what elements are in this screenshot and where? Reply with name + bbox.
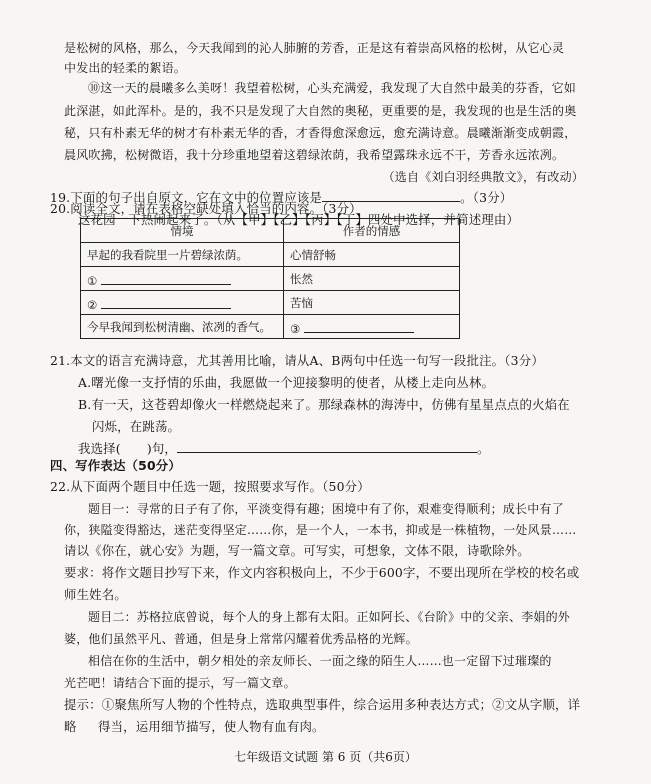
option-a: A.曙光像一支抒情的乐曲，我愿做一个迎接黎明的使者，从楼上走向丛林。 — [78, 375, 495, 390]
topic-two-cont: 婆，他们虽然平凡、普通，但是身上常常闪耀着优秀品格的光辉。 — [64, 632, 418, 646]
passage-line: 晨风吹拂，松树微语，我十分珍重地望着这碧绿浓荫，我希望露珠永远不干，芳香永远浓冽。 — [64, 148, 565, 162]
tips-cont: 得当，运用细节描写，使人物有血有肉。 — [98, 719, 325, 734]
passage-paragraph-10: ⑩这一天的晨曦多么美呀！我望着松树，心头充满爱，我发现了大自然中最美的芬香，它如 — [88, 81, 577, 95]
table-cell: 苦恼 — [284, 291, 460, 315]
page-footer: 七年级语文试题 第 6 页（共6页） — [234, 750, 417, 764]
passage-line: 秘，只有朴素无华的树才有朴素无华的香，才香得愈深愈远，愈充满诗意。晨曦渐渐变成朝霞， — [64, 126, 577, 140]
topic-two-cont: 相信在你的生活中，朝夕相处的亲友师长、一面之缘的陌生人……也一定留下过璀璨的 — [88, 654, 552, 668]
table-cell: 怅然 — [284, 267, 460, 291]
question-19-points: 。（3分） — [460, 190, 513, 205]
option-b: B.有一天，这苍碧却像火一样燃烧起来了。那绿森林的海涛中，仿佛有星星点点的火焰在 — [78, 397, 570, 412]
answer-blank[interactable] — [177, 438, 477, 453]
requirement-one: 要求：将作文题目抄写下来，作文内容积极向上，不少于600字，不要出现所在学校的校名或 — [64, 565, 580, 580]
passage-line: 中发出的轻柔的絮语。 — [64, 61, 187, 75]
table-header: 作者的情感 — [284, 219, 460, 243]
table-header: 情境 — [81, 219, 284, 243]
passage-line: 是松树的风格，那么，今天我闻到的沁人肺腑的芳香，正是这有着崇高风格的松树，从它心灵 — [64, 41, 565, 55]
table-row — [81, 315, 460, 339]
topic-one-cont: 你，狭隘变得豁达，迷茫变得坚定……你，是一个人，一本书，抑或是一株植物，一处风景…… — [64, 523, 577, 537]
requirement-one-cont: 师生姓名。 — [64, 587, 127, 602]
section-heading: 四、写作表达（50分） — [50, 458, 181, 473]
table-cell: 今早我闻到松树清幽、浓冽的香气。 — [81, 315, 284, 339]
emotion-table — [80, 218, 460, 339]
question-20-label: 20.阅读全文，请在表格空缺处填入恰当的内容。（3分） — [50, 201, 362, 216]
table-cell: 心情舒畅 — [284, 243, 460, 267]
topic-two: 题目二：苏格拉底曾说，每个人的身上都有太阳。正如阿长、《台阶》中的父亲、李娟的外 — [88, 610, 571, 624]
question-20-title-visible — [50, 198, 590, 220]
table-cell-answer[interactable]: ① — [81, 267, 284, 291]
question-21-answer-line: 我选择( )句， 。 — [78, 438, 578, 460]
tips: 提示：①聚焦所写人物的个性特点，选取典型事件，综合运用多种表达方式；②文从字顺，详略 — [64, 697, 581, 734]
option-b-cont: 闪烁，在跳荡。 — [92, 419, 181, 434]
topic-one: 题目一：寻常的日子有了你，平淡变得有趣；困境中有了你，艰难变得顺利；成长中有了 — [88, 502, 564, 516]
topic-one-instruction: 请以《你在，就心安》为题，写一篇文章。可写实，可想象，文体不限，诗歌除外。 — [64, 543, 530, 558]
question-19-text: 19.下面的句子出自原文，它在文中的位置应该是 — [50, 190, 323, 205]
table-row — [81, 243, 460, 267]
table-cell: 早起的我看院里一片碧绿浓荫。 — [81, 243, 284, 267]
question-19-sentence: 这花园一下热闹起来了。（从【甲】【乙】【丙】【丁】四处中选择，并简述理由） — [78, 212, 520, 227]
question-22-title: 22.从下面两个题目中任选一题，按照要求写作。（50分） — [50, 479, 370, 494]
question-21-title: 21.本文的语言充满诗意，尤其善用比喻，请从A、B两句中任选一句写一段批注。（3分） — [50, 353, 544, 368]
topic-two-cont: 光芒吧！请结合下面的提示，写一篇文章。 — [64, 676, 296, 690]
passage-source: （选自《刘白羽经典散文》，有改动） — [382, 170, 584, 184]
table-cell-answer[interactable]: ③ — [284, 315, 460, 339]
passage-line: 此深湛，如此浑朴。是的，我不只是发现了大自然的奥秘，更重要的是，我发现的也是生活的奥 — [64, 104, 577, 118]
table-row — [81, 291, 460, 315]
table-row — [81, 267, 460, 291]
table-cell-answer[interactable]: ② — [81, 291, 284, 315]
